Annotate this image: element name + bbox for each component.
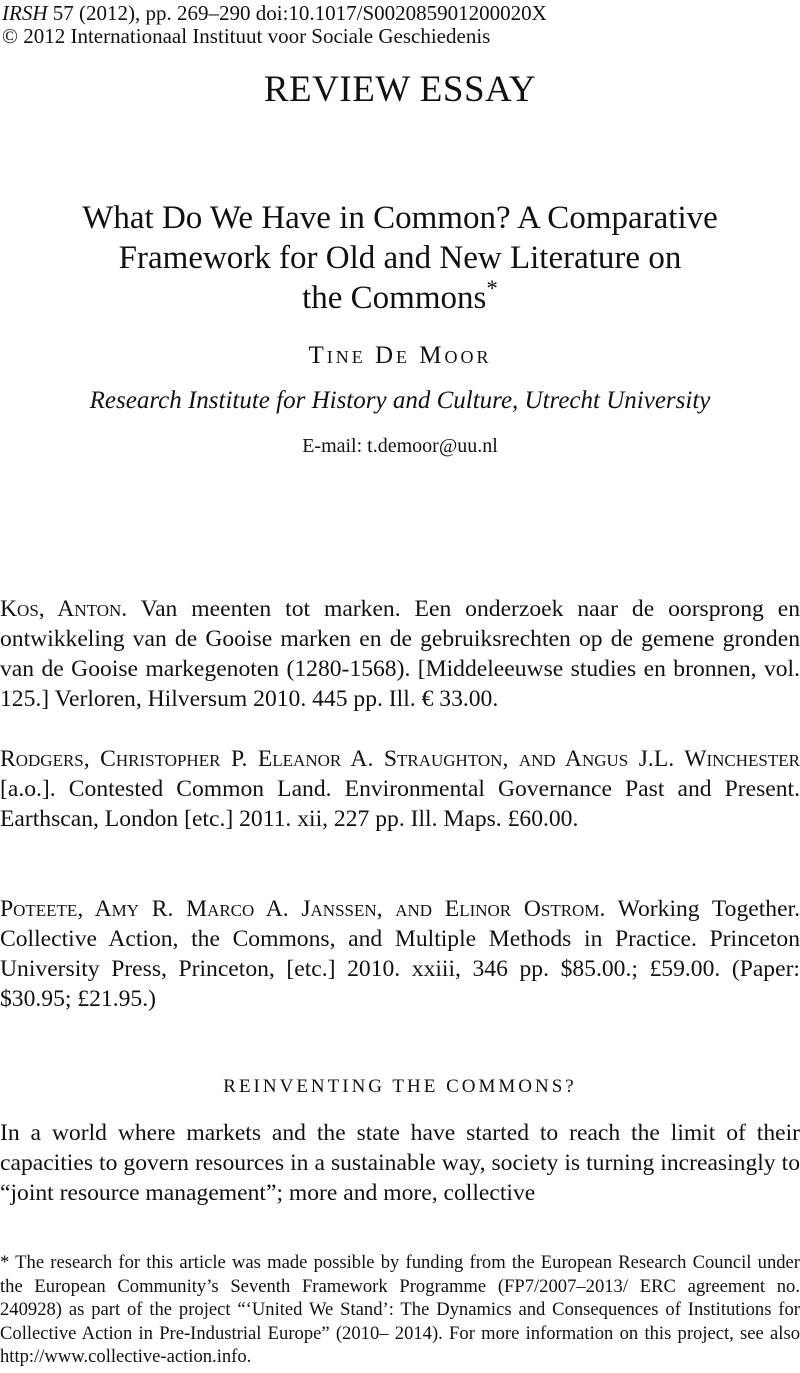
- reviewed-work-details: . Van meenten tot marken. Een onderzoek naar de oorsprong en ontwikkeling van de Gooise marken en de gebruiksrechten op de gemene gronden van de Gooise markegenoten (1280-1568). [Middeleeuwse studies en bronnen, vol. 125.] Verloren, Hilversum 2010. 445 pp. Ill. € 33.00.: [0, 596, 800, 712]
- reviewed-work-authors: Poteete, Amy R. Marco A. Janssen, and Elinor Ostrom: [0, 896, 600, 922]
- reviewed-work-1: [0, 594, 800, 714]
- footnote: * The research for this article was made possible by funding from the European Research Council under the European Community’s Seventh Framework Programme (FP7/2007–2013/ ERC agreement no. 240928) as part of the project “‘United We Stand’: The Dynamics and Consequences of Institutions for Collective Action in Pre-Industrial Europe” (2010– 2014). For more information on this project, see also http://www.collective-action.info.: [0, 1252, 800, 1367]
- reviewed-work-details: [a.o.]. Contested Common Land. Environmental Governance Past and Present. Earthscan, London [etc.] 2011. xii, 227 pp. Ill. Maps. £60.00.: [0, 776, 800, 832]
- title-footnote-marker: *: [486, 276, 498, 301]
- reviewed-work-3: [0, 894, 800, 1014]
- reviewed-work-authors: Kos, Anton: [0, 596, 122, 622]
- reviewed-work-authors: Rodgers, Christopher P. Eleanor A. Straughton, and Angus J.L. Winchester: [0, 746, 800, 772]
- title-line-1: What Do We Have in Common? A Comparative: [82, 200, 718, 236]
- author-affiliation: Research Institute for History and Culture, Utrecht University: [89, 387, 711, 414]
- article-title: [0, 198, 800, 318]
- journal-citation: [2, 1, 547, 25]
- section-label: REVIEW ESSAY: [263, 69, 537, 110]
- copyright-line: © 2012 Internationaal Instituut voor Sociale Geschiedenis: [2, 24, 491, 48]
- author-email: E-mail: t.demoor@uu.nl: [302, 435, 498, 457]
- title-line-3: [0, 278, 800, 318]
- section-heading: REINVENTING THE COMMONS?: [223, 1076, 577, 1097]
- citation-details: 57 (2012), pp. 269–290 doi:10.1017/S002085901200020X: [47, 1, 547, 25]
- journal-abbrev: IRSH: [2, 1, 48, 25]
- title-line-3-text: the Commons: [302, 280, 487, 316]
- reviewed-work-2: [0, 744, 800, 834]
- title-line-2: Framework for Old and New Literature on: [118, 240, 682, 276]
- author-name: Tine De Moor: [308, 342, 492, 369]
- reviewed-work-details: . Working Together. Collective Action, the Commons, and Multiple Methods in Practice. Princeton University Press, Princeton, [etc.] 2010. xxiii, 346 pp. $85.00.; £59.00. (Paper: $30.95; £21.95.): [0, 896, 800, 1012]
- body-paragraph: In a world where markets and the state have started to reach the limit of their capacities to govern resources in a sustainable way, society is turning increasingly to “joint resource management”; more and more, collective: [0, 1120, 800, 1206]
